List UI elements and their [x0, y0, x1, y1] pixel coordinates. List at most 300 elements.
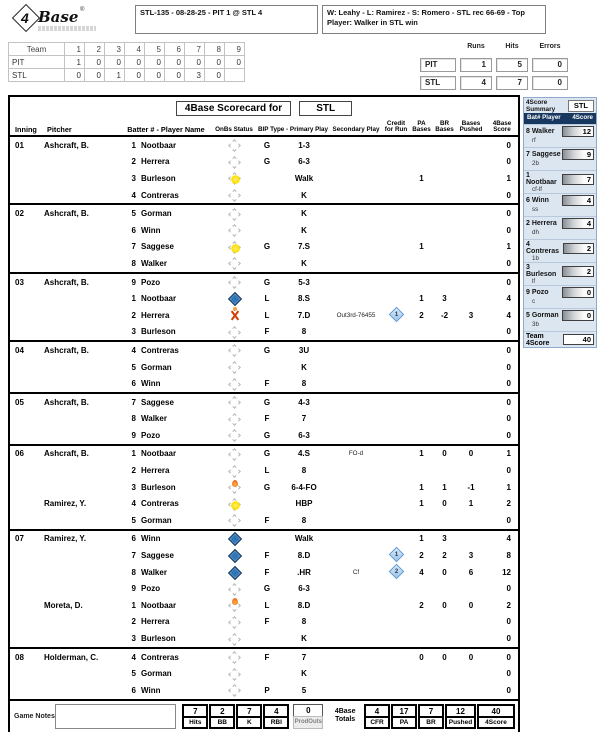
pa-bases: 2 [419, 600, 424, 610]
linescore-inning-cell: 0 [125, 69, 145, 82]
linescore-inning-cell: 0 [105, 56, 125, 69]
bip-type: G [263, 449, 271, 459]
inning-number: 03 [15, 277, 24, 287]
summary-player-name: 1 Nootbaar [526, 172, 557, 186]
bip-type: F [264, 327, 270, 337]
batter-number: 6 [131, 685, 136, 695]
stat-value: 7 [236, 704, 262, 718]
br-bases: 0 [442, 600, 447, 610]
linescore-header-cell: 8 [205, 43, 225, 56]
batter-number: 2 [131, 310, 136, 320]
onbase-status-cell [212, 224, 256, 237]
pitcher-name: Moreta, D. [44, 600, 83, 610]
footer-stat-box [364, 704, 390, 729]
fourscore-summary-panel [523, 97, 597, 348]
primary-play: K [301, 258, 307, 268]
player-name: Nootbaar [141, 140, 177, 150]
linescore-inning-cell: 3 [185, 69, 205, 82]
primary-play: K [301, 225, 307, 235]
player-name: Nootbaar [141, 600, 177, 610]
onbase-status-cell [212, 464, 256, 477]
summary-player-position: rf [532, 137, 536, 144]
fourbase-score: 0 [506, 362, 511, 372]
summary-player-top [526, 172, 594, 186]
onbase-status-cell [212, 276, 256, 289]
primary-play: 8 [301, 466, 307, 476]
batter-row [10, 307, 518, 324]
batter-row [10, 580, 518, 597]
br-bases: 2 [442, 551, 447, 561]
player-name: Herrera [141, 310, 170, 320]
batter-number: 6 [131, 225, 136, 235]
col-br: BR Bases [435, 119, 454, 134]
player-name: Burleson [141, 327, 176, 337]
inning-group [10, 340, 518, 392]
rhe-header: Runs [467, 43, 485, 50]
secondary-play: Cf [352, 568, 360, 576]
batter-row [10, 375, 518, 392]
scorecard-title: 4Base Scorecard for [176, 101, 291, 116]
fourbase-score: 0 [506, 515, 511, 525]
primary-play: 8.D [297, 551, 311, 561]
status-empty-icon [228, 582, 241, 595]
fourbase-score: 4 [506, 294, 511, 304]
summary-player-position: 2b [532, 160, 539, 167]
bases-pushed: 6 [468, 567, 474, 577]
player-name: Herrera [141, 466, 170, 476]
summary-player-position: cf-lf [532, 186, 542, 193]
credit-for-run-cell [382, 566, 410, 579]
bip-type: F [264, 414, 270, 424]
player-name: Winn [141, 225, 161, 235]
footer-stat-box [418, 704, 444, 729]
summary-player-score: 2 [563, 243, 594, 254]
summary-player-score: 9 [562, 149, 594, 160]
batter-number: 4 [131, 499, 136, 509]
linescore-header-cell: 3 [105, 43, 125, 56]
batter-number: 1 [131, 294, 136, 304]
batter-number: 2 [131, 157, 136, 167]
inning-number: 02 [15, 209, 24, 219]
onbase-status-cell [212, 240, 256, 253]
bases-pushed: 0 [468, 449, 474, 459]
batter-number: 4 [131, 652, 136, 662]
status-yellow-icon [228, 497, 241, 510]
scorecard-table [8, 95, 520, 732]
bases-pushed: 0 [468, 600, 474, 610]
bip-type: F [264, 567, 270, 577]
footer-stat-box [209, 704, 235, 729]
batter-row [10, 394, 518, 411]
batter-row [10, 512, 518, 529]
stat-label: Hits [182, 716, 208, 729]
batter-row [10, 427, 518, 444]
linescore-header-cell: 9 [225, 43, 245, 56]
onbase-status-cell [212, 514, 256, 527]
fourbase-score: 1 [506, 482, 511, 492]
fourbase-score: 1 [506, 242, 511, 252]
player-name: Gorman [141, 669, 172, 679]
linescore-row [9, 56, 245, 69]
fourbase-score: 0 [506, 634, 511, 644]
summary-body [524, 124, 596, 331]
fourbase-score: 1 [506, 173, 511, 183]
linescore-table [8, 42, 245, 82]
primary-play: 8.S [297, 294, 310, 304]
rhe-value-cell: 7 [496, 76, 528, 90]
player-name: Pozo [141, 277, 161, 287]
pa-bases: 1 [419, 242, 424, 252]
onbase-status-cell [212, 172, 256, 185]
batter-number: 8 [131, 414, 136, 424]
pitcher-name: Ashcraft, B. [44, 345, 89, 355]
br-bases: 0 [442, 449, 447, 459]
primary-play: 8 [301, 379, 307, 389]
col-pa: PA Bases [412, 119, 431, 134]
summary-player-score: 2 [562, 266, 594, 277]
fourbase-score: 0 [506, 277, 511, 287]
col-inning: Inning [15, 125, 37, 135]
primary-play: 1-3 [298, 140, 310, 150]
batter-number: 3 [131, 482, 136, 492]
summary-player-score: 12 [562, 126, 594, 137]
onbase-status-cell [212, 361, 256, 374]
linescore-header-cell: 1 [65, 43, 85, 56]
linescore-inning-cell: 0 [165, 56, 185, 69]
status-blue-icon [228, 532, 241, 545]
credit-for-run-diamond-icon [388, 563, 404, 579]
bip-type: G [263, 140, 271, 150]
game-notes-label: Game Notes [14, 712, 55, 720]
batter-row [10, 170, 518, 187]
status-blue-icon [228, 292, 241, 305]
linescore-inning-cell: 0 [185, 56, 205, 69]
pa-bases: 1 [419, 173, 424, 183]
status-empty-icon [228, 429, 241, 442]
status-empty-icon [228, 396, 241, 409]
fourbase-score: 0 [506, 209, 511, 219]
summary-title-row [524, 98, 596, 113]
bip-type: L [264, 600, 270, 610]
bip-type: L [264, 466, 270, 476]
onbase-status-cell [212, 497, 256, 510]
status-empty-icon [228, 155, 241, 168]
batter-row [10, 682, 518, 699]
onbase-status-cell [212, 429, 256, 442]
onbase-status-cell [212, 447, 256, 460]
bip-type: G [263, 482, 271, 492]
primary-play: K [301, 669, 307, 679]
status-empty-icon [228, 257, 241, 270]
batter-row [10, 359, 518, 376]
player-name: Burleson [141, 482, 176, 492]
status-empty-icon [228, 684, 241, 697]
bip-type: L [264, 310, 270, 320]
batter-row [10, 665, 518, 682]
linescore-header-cell: 2 [85, 43, 105, 56]
batter-number: 8 [131, 567, 136, 577]
fourbase-score: 0 [506, 225, 511, 235]
batter-row [10, 649, 518, 666]
batter-row [10, 290, 518, 307]
br-bases: 1 [442, 482, 447, 492]
credit-for-run-diamond-icon [388, 547, 404, 563]
inning-number: 06 [15, 449, 24, 459]
total-label: BR [418, 716, 444, 729]
linescore-header-cell: Team [9, 43, 65, 56]
pitcher-name: Ashcraft, B. [44, 397, 89, 407]
batter-row [10, 479, 518, 496]
fourbase-score: 0 [506, 617, 511, 627]
batter-row [10, 597, 518, 614]
batter-number: 7 [131, 242, 136, 252]
inning-group [10, 203, 518, 271]
col-pushed: Bases Pushed [459, 119, 483, 134]
credit-for-run-value: 1 [394, 551, 398, 558]
batter-row [10, 239, 518, 256]
player-name: Gorman [141, 515, 172, 525]
linescore-inning-cell: 0 [225, 56, 245, 69]
status-redx-icon [228, 309, 241, 322]
status-orange-icon [228, 599, 241, 612]
fourbase-totals-label: 4Base Totals [334, 708, 356, 724]
br-bases: 3 [442, 294, 447, 304]
batter-row [10, 205, 518, 222]
br-bases: 3 [442, 534, 447, 544]
col-secondary: Secondary Play [332, 126, 380, 134]
logo-number: 4 [21, 10, 29, 26]
bip-type: P [264, 685, 270, 695]
status-empty-icon [228, 412, 241, 425]
status-empty-icon [228, 325, 241, 338]
status-empty-icon [228, 377, 241, 390]
col-score: 4Base Score [492, 119, 512, 134]
player-name: Contreras [141, 190, 179, 200]
summary-player-row [524, 124, 596, 147]
player-name: Pozo [141, 584, 161, 594]
summary-player-row [524, 216, 596, 239]
linescore-inning-cell: 1 [65, 56, 85, 69]
pitcher-name: Ashcraft, B. [44, 277, 89, 287]
footer-stat-box [477, 704, 515, 729]
pitcher-name: Ashcraft, B. [44, 209, 89, 219]
batter-row [10, 187, 518, 204]
summary-team-selector[interactable]: STL [568, 100, 594, 112]
bip-type: F [264, 551, 270, 561]
runner-helmet-icon [233, 307, 238, 312]
onbase-status-cell [212, 309, 256, 322]
summary-player-name: 6 Winn [526, 197, 549, 204]
status-empty-icon [228, 447, 241, 460]
br-bases: 0 [442, 499, 447, 509]
total-label: 4Score [477, 716, 515, 729]
pa-bases: 1 [419, 534, 424, 544]
game-info-box: STL-135 - 08-28-25 - PIT 1 @ STL 4 [135, 5, 318, 34]
player-name: Nootbaar [141, 294, 177, 304]
runs-hits-errors [420, 40, 568, 90]
player-name: Gorman [141, 362, 172, 372]
credit-for-run-cell [382, 309, 410, 322]
game-result-box: W: Leahy - L: Ramirez - S: Romero - STL rec 66-69 - Top Player: Walker in STL win [322, 5, 546, 34]
primary-play: 4.S [297, 449, 310, 459]
bip-type: L [264, 294, 270, 304]
summary-column-headers [524, 113, 596, 124]
status-empty-icon [228, 361, 241, 374]
pa-bases: 2 [419, 310, 424, 320]
fourbase-score: 4 [506, 310, 511, 320]
rhe-value-cell: 0 [532, 58, 568, 72]
linescore-inning-cell: 1 [105, 69, 125, 82]
summary-player-score: 4 [562, 218, 594, 229]
batter-number: 5 [131, 669, 136, 679]
summary-player-score: 0 [562, 310, 594, 321]
inning-group [10, 444, 518, 529]
credit-for-run-value: 1 [394, 311, 398, 318]
pitcher-name: Ashcraft, B. [44, 140, 89, 150]
pa-bases: 1 [419, 482, 424, 492]
batter-number: 5 [131, 515, 136, 525]
fourbase-totals-group [364, 704, 516, 729]
rhe-team-cell: PIT [420, 58, 456, 72]
batter-row [10, 324, 518, 341]
summary-player-top [526, 310, 594, 321]
player-name: Gorman [141, 209, 172, 219]
bip-type: G [263, 277, 271, 287]
col-status: OnBs Status [215, 126, 253, 134]
primary-play: K [301, 209, 307, 219]
onbase-status-cell [212, 292, 256, 305]
prodouts-value: 0 [293, 704, 323, 718]
team-total-row [524, 331, 596, 347]
summary-player-row [524, 147, 596, 170]
batter-row [10, 274, 518, 291]
onbase-status-cell [212, 257, 256, 270]
batter-number: 5 [131, 362, 136, 372]
primary-play: 8 [301, 617, 307, 627]
inning-number: 08 [15, 652, 24, 662]
fourbase-score: 0 [506, 584, 511, 594]
primary-play: 8 [301, 327, 307, 337]
linescore-inning-cell: 0 [125, 56, 145, 69]
stat-label: RBI [263, 716, 289, 729]
bases-pushed: -1 [467, 482, 475, 492]
primary-play: 6-3 [298, 157, 310, 167]
rhe-value-cell: 4 [460, 76, 492, 90]
batter-row [10, 446, 518, 463]
pa-bases: 1 [419, 294, 424, 304]
linescore-inning-cell: 0 [85, 69, 105, 82]
bases-pushed: 3 [468, 310, 474, 320]
primary-play: HBP [295, 499, 313, 509]
summary-player-top [526, 287, 594, 298]
onbase-status-cell [212, 632, 256, 645]
stat-value: 2 [209, 704, 235, 718]
primary-play: 5-3 [298, 277, 310, 287]
fourbase-score: 0 [506, 669, 511, 679]
pitcher-name: Ashcraft, B. [44, 449, 89, 459]
primary-play: 8 [301, 515, 307, 525]
linescore-inning-cell: 0 [145, 56, 165, 69]
fourbase-score: 2 [506, 499, 511, 509]
player-name: Contreras [141, 499, 179, 509]
pa-bases: 2 [419, 551, 424, 561]
linescore-header-cell: 7 [185, 43, 205, 56]
team-selector[interactable]: STL [299, 101, 352, 116]
fourbase-score: 0 [506, 652, 511, 662]
fourbase-score: 0 [506, 466, 511, 476]
onbase-status-cell [212, 566, 256, 579]
onbase-status-cell [212, 377, 256, 390]
batter-row [10, 614, 518, 631]
fourbase-score: 0 [506, 430, 511, 440]
footer-stat-box [182, 704, 208, 729]
onbase-status-cell [212, 684, 256, 697]
primary-play: 5 [301, 685, 307, 695]
batter-row [10, 342, 518, 359]
primary-play: 6-3 [298, 584, 310, 594]
br-bases: 0 [442, 567, 447, 577]
onbase-status-cell [212, 582, 256, 595]
batter-number: 4 [131, 345, 136, 355]
batter-number: 9 [131, 584, 136, 594]
onbase-status-cell [212, 396, 256, 409]
player-name: Walker [141, 258, 167, 268]
fourbase-score: 1 [506, 449, 511, 459]
batter-row [10, 411, 518, 428]
primary-play: K [301, 190, 307, 200]
bip-type: G [263, 157, 271, 167]
status-yellow-icon [228, 172, 241, 185]
fourbase-score: 0 [506, 190, 511, 200]
fourbase-score: 0 [506, 140, 511, 150]
summary-title: 4Score Summary [526, 98, 556, 113]
total-label: CFR [364, 716, 390, 729]
batter-number: 8 [131, 258, 136, 268]
pitcher-name: Ramirez, Y. [44, 534, 87, 544]
summary-player-score: 0 [562, 287, 594, 298]
total-value: 40 [477, 704, 515, 718]
summary-player-position: dh [532, 229, 539, 236]
scorecard-column-headers [10, 117, 518, 135]
prodouts-box [293, 704, 323, 729]
onbase-status-cell [212, 615, 256, 628]
onbase-status-cell [212, 344, 256, 357]
batter-number: 3 [131, 173, 136, 183]
linescore-row [9, 69, 245, 82]
fourbase-score: 0 [506, 397, 511, 407]
logo-registered-mark: ® [80, 7, 85, 13]
total-label: Pushed [445, 716, 476, 729]
fourbase-score: 0 [506, 414, 511, 424]
game-notes-input[interactable] [55, 704, 176, 729]
linescore-inning-cell: 0 [205, 56, 225, 69]
total-value: 7 [418, 704, 444, 718]
primary-play: Walk [294, 534, 314, 544]
rhe-value-cell: 1 [460, 58, 492, 72]
primary-play: 7 [301, 652, 307, 662]
stat-label: BB [209, 716, 235, 729]
batter-number: 6 [131, 534, 136, 544]
player-name: Winn [141, 534, 161, 544]
batter-number: 5 [131, 209, 136, 219]
bip-type: G [263, 584, 271, 594]
status-empty-icon [228, 464, 241, 477]
team-total-value: 40 [563, 334, 594, 345]
onbase-status-cell [212, 189, 256, 202]
status-empty-icon [228, 615, 241, 628]
rhe-value-cell: 0 [532, 76, 568, 90]
status-empty-icon [228, 514, 241, 527]
